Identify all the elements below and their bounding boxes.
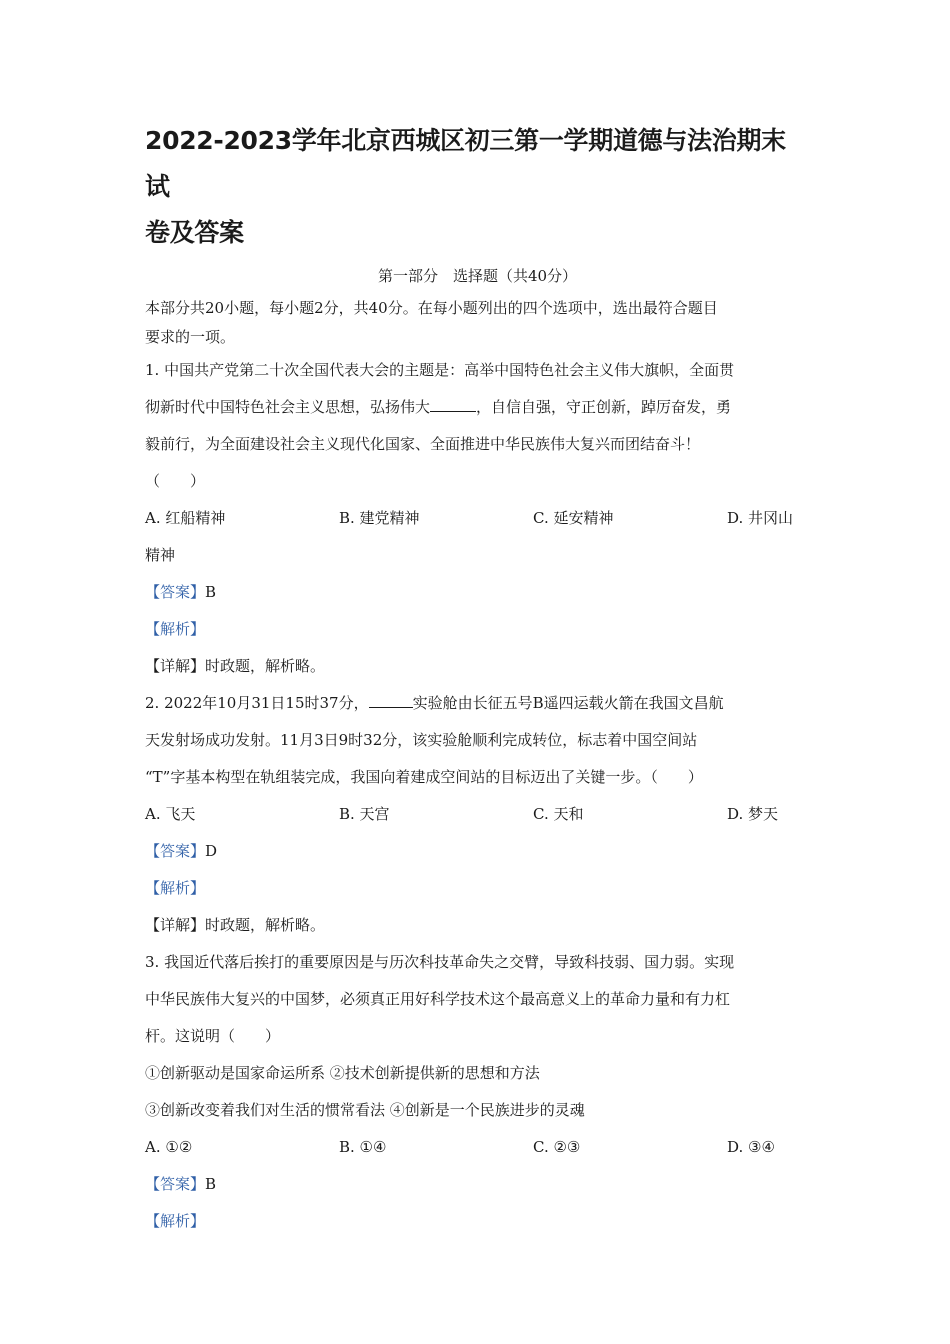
- q2-options: [145, 796, 810, 833]
- q2-line-3: “T”字基本构型在轨组装完成，我国向着建成空间站的目标迈出了关键一步。（ ）: [145, 768, 703, 786]
- detail-label: 【详解】: [145, 657, 206, 675]
- q1-option-b: B. 建党精神: [339, 509, 420, 527]
- question-2: [145, 685, 810, 944]
- q2-answer: [145, 833, 810, 870]
- q2-answer-value: D: [205, 842, 218, 860]
- q1-line-2-before: 彻新时代中国特色社会主义思想，弘扬伟大: [145, 398, 431, 416]
- analysis-label: 【解析】: [145, 620, 206, 638]
- q2-detail-text: 时政题，解析略。: [205, 916, 326, 934]
- q1-detail-text: 时政题，解析略。: [205, 657, 326, 675]
- q2-line-1-before: 2. 2022年10月31日15时37分，: [145, 694, 369, 712]
- q1-option-c: C. 延安精神: [533, 509, 614, 527]
- q2-detail: [145, 907, 810, 944]
- q2-fill-blank: [369, 693, 413, 708]
- q3-line-1: 3. 我国近代落后挨打的重要原因是与历次科技革命失之交臂，导致科技弱、国力弱。实现: [145, 953, 735, 971]
- intro-line-1: 本部分共20小题，每小题2分，共40分。在每小题列出的四个选项中，选出最符合题目: [145, 299, 718, 317]
- answer-label: 【答案】: [145, 842, 206, 860]
- q3-option-a: A. ①②: [145, 1138, 193, 1156]
- title-line-1: 2022-2023学年北京西城区初三第一学期道德与法治期末试: [145, 126, 786, 201]
- q1-fill-blank: [430, 397, 476, 412]
- part-heading: 第一部分 选择题（共40分）: [377, 267, 578, 285]
- q2-line-1: [145, 685, 810, 722]
- answer-label: 【答案】: [145, 1175, 206, 1193]
- document-title: [145, 118, 810, 256]
- analysis-label: 【解析】: [145, 1212, 206, 1230]
- q3-line-2: 中华民族伟大复兴的中国梦，必须真正用好科学技术这个最高意义上的革命力量和有力杠: [145, 990, 731, 1008]
- q2-option-d: D. 梦天: [727, 805, 779, 823]
- question-1: [145, 352, 810, 685]
- document-page: [145, 118, 810, 1240]
- q1-analysis: [145, 611, 810, 648]
- answer-label: 【答案】: [145, 583, 206, 601]
- q3-option-d: D. ③④: [727, 1138, 775, 1156]
- q3-option-b: B. ①④: [339, 1138, 387, 1156]
- q1-answer-value: B: [205, 583, 217, 601]
- q2-line-2: 天发射场成功发射。11月3日9时32分，该实验舱顺利完成转位，标志着中国空间站: [145, 731, 698, 749]
- title-line-2: 卷及答案: [145, 218, 244, 247]
- q3-analysis: [145, 1203, 810, 1240]
- intro-line-2: 要求的一项。: [145, 328, 236, 346]
- q1-line-1: 1. 中国共产党第二十次全国代表大会的主题是：高举中国特色社会主义伟大旗帜，全面贯: [145, 361, 735, 379]
- q1-line-2: [145, 389, 810, 426]
- q1-line-2-after: ，自信自强，守正创新，踔厉奋发，勇: [476, 398, 732, 416]
- detail-label: 【详解】: [145, 916, 206, 934]
- analysis-label: 【解析】: [145, 879, 206, 897]
- q1-answer: [145, 574, 810, 611]
- q2-analysis: [145, 870, 810, 907]
- q3-answer: [145, 1166, 810, 1203]
- q1-option-a: A. 红船精神: [145, 509, 226, 527]
- q3-statements-2: ③创新改变着我们对生活的惯常看法 ④创新是一个民族进步的灵魂: [145, 1101, 585, 1119]
- q3-statements-1: ①创新驱动是国家命运所系 ②技术创新提供新的思想和方法: [145, 1064, 540, 1082]
- q1-detail: [145, 648, 810, 685]
- q1-line-4: （ ）: [145, 472, 206, 490]
- q3-options: [145, 1129, 810, 1166]
- question-3: [145, 944, 810, 1240]
- q3-line-3: 杆。这说明（ ）: [145, 1027, 281, 1045]
- q1-option-d: D. 井冈山: [727, 509, 794, 527]
- q2-option-b: B. 天宫: [339, 805, 390, 823]
- q2-option-a: A. 飞天: [145, 805, 196, 823]
- q1-options: [145, 500, 810, 537]
- q2-option-c: C. 天和: [533, 805, 584, 823]
- q3-answer-value: B: [205, 1175, 217, 1193]
- q2-line-1-after: 实验舱由长征五号B遥四运载火箭在我国文昌航: [412, 694, 724, 712]
- q1-option-wrap: 精神: [145, 546, 176, 564]
- q3-option-c: C. ②③: [533, 1138, 581, 1156]
- q1-line-3: 毅前行，为全面建设社会主义现代化国家、全面推进中华民族伟大复兴而团结奋斗！: [145, 435, 701, 453]
